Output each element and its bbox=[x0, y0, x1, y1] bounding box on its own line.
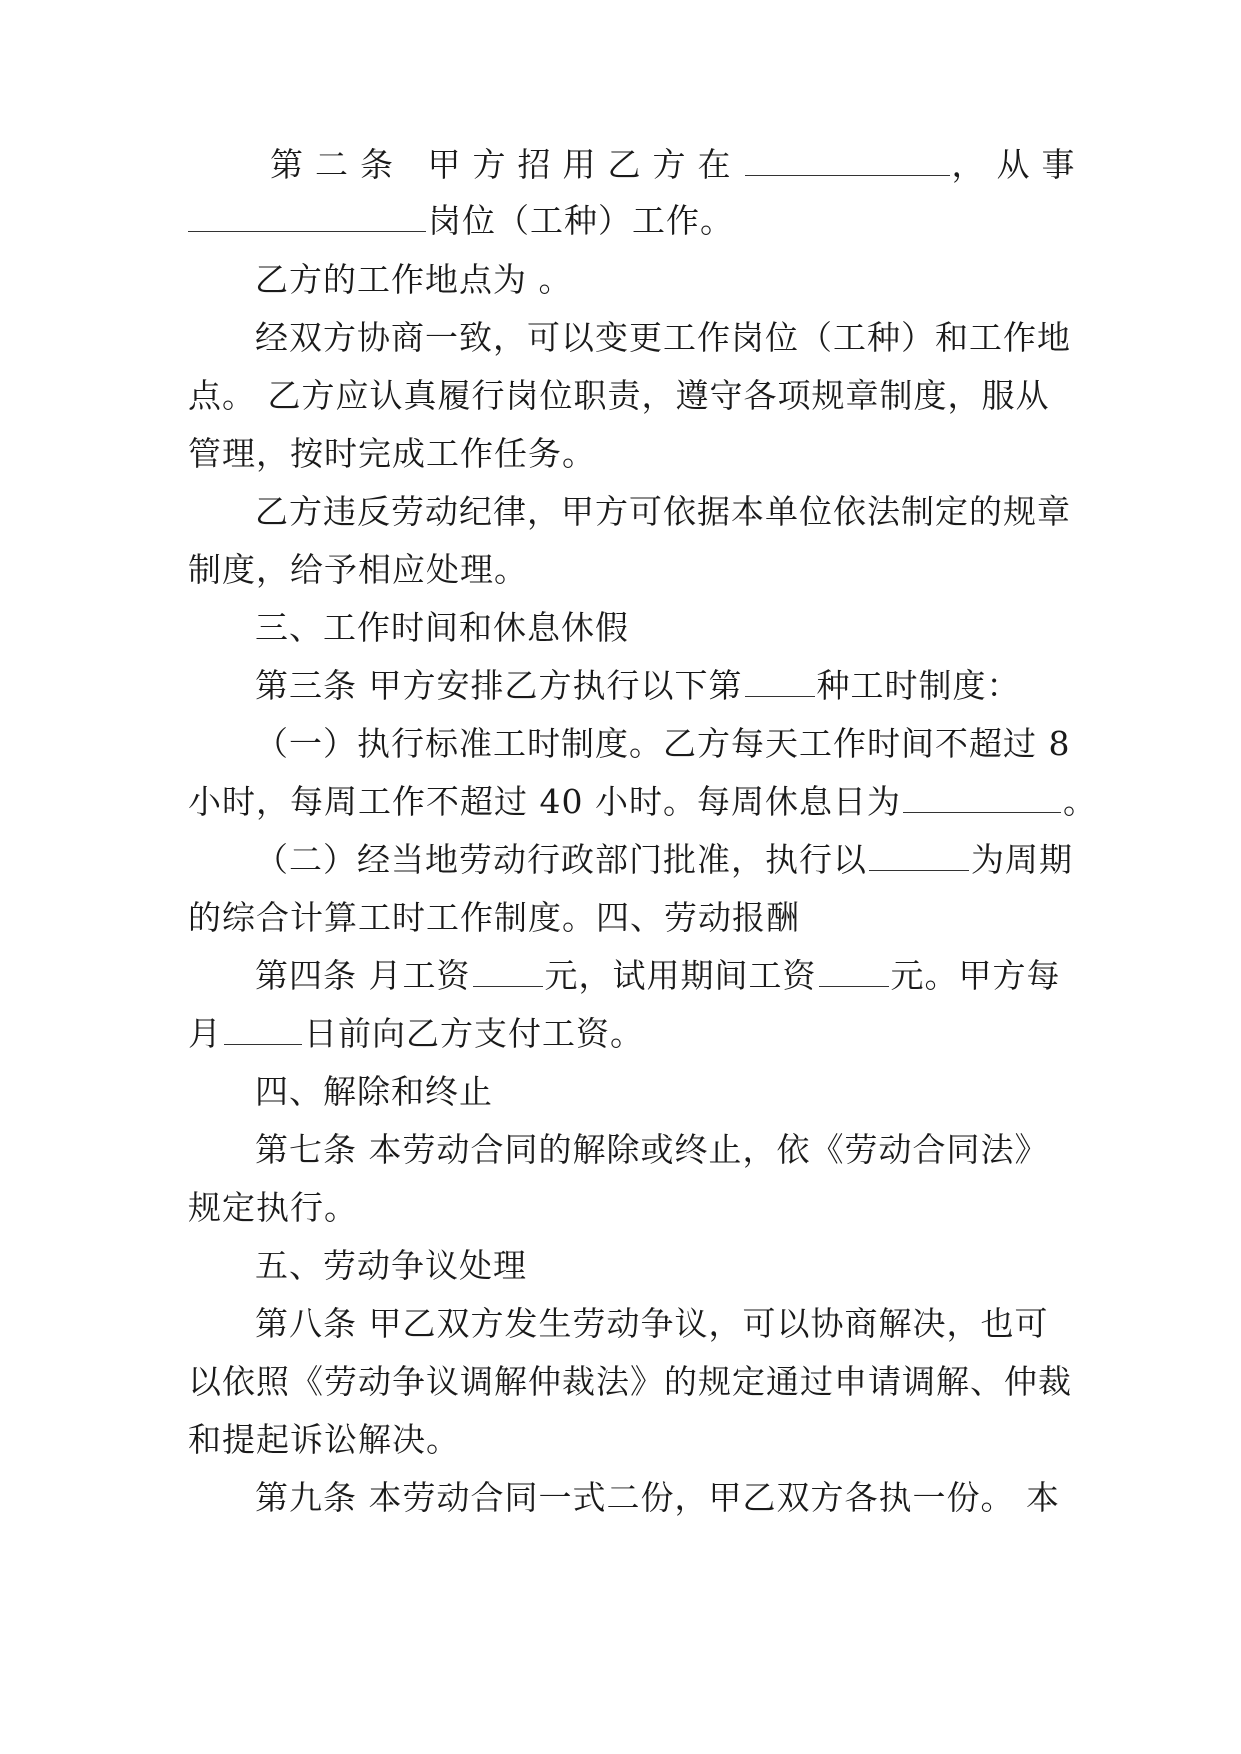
article8-line2: 以依照《劳动争议调解仲裁法》的规定通过申请调解、仲裁 bbox=[188, 1362, 1072, 1401]
article4-line2-prefix: 月 bbox=[188, 1014, 222, 1053]
section5-heading: 五、劳动争议处理 bbox=[255, 1246, 527, 1285]
article4-line2 bbox=[188, 1014, 644, 1054]
article2-line1-prefix: 第二条 甲方招用乙方在 bbox=[270, 145, 743, 184]
section3-heading: 三、工作时间和休息休假 bbox=[255, 608, 629, 647]
blank-rest-day bbox=[903, 811, 1061, 813]
article2-line1 bbox=[270, 145, 1087, 185]
option1-line1: （一）执行标准工时制度。乙方每天工作时间不超过 8 bbox=[255, 724, 1071, 763]
blank-period bbox=[869, 869, 969, 871]
consult-line2: 点。 乙方应认真履行岗位职责，遵守各项规章制度，服从 bbox=[188, 376, 1050, 415]
article2-line2 bbox=[188, 201, 734, 241]
article3-suffix: 种工时制度： bbox=[816, 666, 1021, 705]
consult-line3: 管理，按时完成工作任务。 bbox=[188, 434, 596, 473]
blank-monthly-wage bbox=[473, 985, 543, 987]
article8-line3: 和提起诉讼解决。 bbox=[188, 1420, 460, 1459]
article3-line bbox=[255, 666, 1021, 706]
option1-line2 bbox=[188, 782, 1097, 822]
work-place-line: 乙方的工作地点为 。 bbox=[255, 260, 573, 299]
article4-p2: 元，试用期间工资 bbox=[544, 956, 817, 995]
option1-line2-prefix: 小时，每周工作不超过 40 小时。每周休息日为 bbox=[188, 782, 901, 821]
article2-line2-text: 岗位（工种）工作。 bbox=[428, 201, 734, 240]
article4-line1 bbox=[255, 956, 1061, 996]
article2-line1-suffix: ，从事 bbox=[951, 145, 1087, 184]
option1-line2-suffix: 。 bbox=[1062, 782, 1097, 821]
article3-prefix: 第三条 甲方安排乙方执行以下第 bbox=[255, 666, 743, 705]
blank-position bbox=[188, 230, 426, 232]
consult-line1: 经双方协商一致，可以变更工作岗位（工种）和工作地 bbox=[255, 318, 1071, 357]
article9-line1: 第九条 本劳动合同一式二份，甲乙双方各执一份。 本 bbox=[255, 1478, 1060, 1517]
article8-line1: 第八条 甲乙双方发生劳动争议，可以协商解决，也可 bbox=[255, 1304, 1049, 1343]
article7-line2: 规定执行。 bbox=[188, 1188, 358, 1227]
article4-line2-suffix: 日前向乙方支付工资。 bbox=[304, 1014, 644, 1053]
discipline-line2: 制度，给予相应处理。 bbox=[188, 550, 528, 589]
option2-line1-suffix: 为周期 bbox=[971, 840, 1073, 879]
article4-p3: 元。甲方每 bbox=[890, 956, 1061, 995]
blank-probation-wage bbox=[819, 985, 889, 987]
blank-unit bbox=[745, 174, 950, 176]
blank-pay-day bbox=[224, 1043, 302, 1045]
discipline-line1: 乙方违反劳动纪律，甲方可依据本单位依法制定的规章 bbox=[255, 492, 1071, 531]
article4-p1: 第四条 月工资 bbox=[255, 956, 471, 995]
option2-line2: 的综合计算工时工作制度。四、劳动报酬 bbox=[188, 898, 800, 937]
article7-line1: 第七条 本劳动合同的解除或终止，依《劳动合同法》 bbox=[255, 1130, 1049, 1169]
section4-heading: 四、解除和终止 bbox=[255, 1072, 493, 1111]
option2-line1-prefix: （二）经当地劳动行政部门批准，执行以 bbox=[255, 840, 867, 879]
option2-line1 bbox=[255, 840, 1073, 880]
blank-system-number bbox=[745, 695, 815, 697]
